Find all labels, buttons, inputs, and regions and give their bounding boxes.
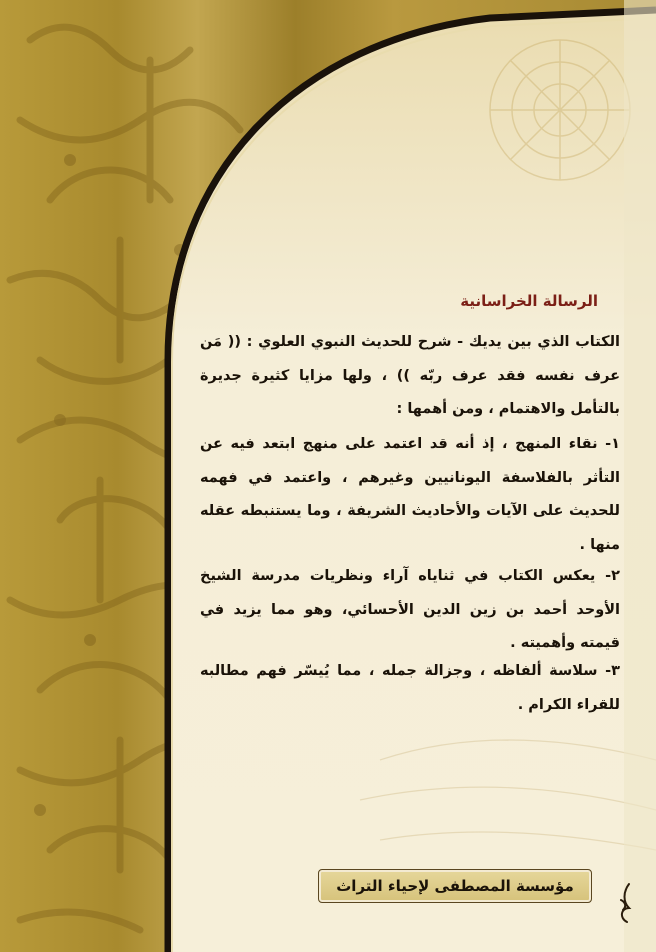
- point-two-paragraph: ٢- يعكس الكتاب في ثناياه آراء ونظريات مدرسة الشيخ الأوحد أحمد بن زين الدين الأحسائي، وهو مما يزيد في قيمته وأهميته .: [200, 568, 620, 651]
- publisher-name: مؤسسة المصطفى لإحياء التراث: [336, 877, 574, 895]
- point-one-paragraph: ١- نقاء المنهج ، إذ أنه قد اعتمد على منهج ابتعد فيه عن التأثر بالفلاسفة اليونانيين وغيرهم ، واعتمد في فهمه للحديث على الآيات والأحاديث الشريفة ، وما يستنبطه عقله منها .: [200, 436, 620, 553]
- book-title: الرسالة الخراسانية: [460, 292, 598, 310]
- signature-icon: [613, 880, 635, 928]
- point-three-paragraph: ٣- سلاسة ألفاظه ، وجزالة جمله ، مما يُيسّر فهم مطالبه للقراء الكرام .: [200, 663, 620, 713]
- publisher-label: [318, 869, 592, 903]
- intro-paragraph: الكتاب الذي بين يديك - شرح للحديث النبوي العلوي : (( مَن عرف نفسه فقد عرف ربّه )) ، ولها مزايا كثيرة جديرة بالتأمل والاهتمام ، ومن أهمها :: [200, 334, 620, 417]
